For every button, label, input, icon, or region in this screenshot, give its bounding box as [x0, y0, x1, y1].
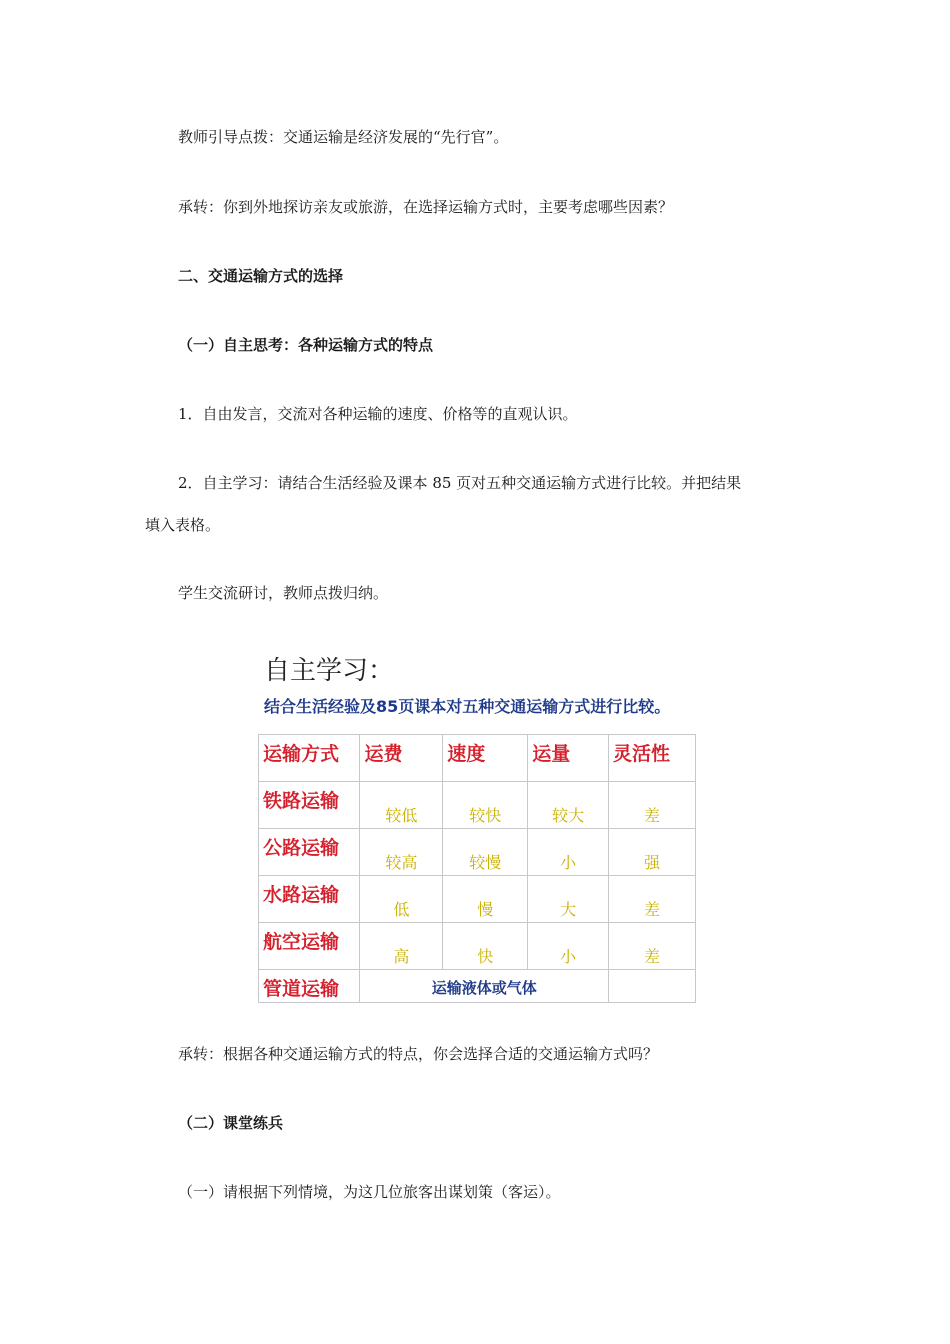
- table-row: [259, 923, 696, 970]
- row-header: 管道运输: [259, 970, 360, 1003]
- table-cell: 较低: [360, 782, 443, 829]
- table-header-row: [259, 735, 696, 782]
- row-header: 铁路运输: [259, 782, 360, 829]
- table-cell: 较快: [443, 782, 528, 829]
- table-cell: 差: [608, 923, 695, 970]
- slide-title: 自主学习：: [264, 656, 395, 686]
- table-cell-empty: [608, 970, 695, 1003]
- paragraph-item-2: [145, 473, 815, 535]
- table-row: [259, 782, 696, 829]
- slide-subtitle: 结合生活经验及85页课本对五种交通运输方式进行比较。: [264, 697, 671, 716]
- subsection-heading-2: （二）课堂练兵: [178, 1114, 284, 1132]
- table-cell: 较高: [360, 829, 443, 876]
- table-cell: 高: [360, 923, 443, 970]
- table-header: 运输方式: [259, 735, 360, 782]
- table-cell: 差: [608, 782, 695, 829]
- table-cell: 较大: [528, 782, 609, 829]
- table-header: 运量: [528, 735, 609, 782]
- row-header: 水路运输: [259, 876, 360, 923]
- table-cell: 小: [528, 923, 609, 970]
- table-cell: 大: [528, 876, 609, 923]
- table-header: 灵活性: [608, 735, 695, 782]
- row-header: 公路运输: [259, 829, 360, 876]
- table-cell: 差: [608, 876, 695, 923]
- paragraph-item-2-line-1: 2．自主学习：请结合生活经验及课本 85 页对五种交通运输方式进行比较。并把结果: [178, 474, 742, 492]
- table-row-pipeline: [259, 970, 696, 1003]
- paragraph-item-1: 1．自由发言，交流对各种运输的速度、价格等的直观认识。: [178, 405, 578, 423]
- section-heading-2: 二、交通运输方式的选择: [178, 267, 344, 285]
- paragraph-exercise-1: （一）请根据下列情境，为这几位旅客出谋划策（客运）。: [178, 1183, 561, 1201]
- paragraph-item-2-line-2: 填入表格。: [145, 516, 221, 534]
- row-header: 航空运输: [259, 923, 360, 970]
- table-cell: 强: [608, 829, 695, 876]
- paragraph-transition-1: 承转：你到外地探访亲友或旅游，在选择运输方式时，主要考虑哪些因素？: [178, 198, 674, 216]
- table-cell: 慢: [443, 876, 528, 923]
- table-row: [259, 829, 696, 876]
- pipeline-note: 运输液体或气体: [360, 970, 609, 1003]
- paragraph-student-discussion: 学生交流研讨，教师点拨归纳。: [178, 584, 389, 602]
- table-header: 速度: [443, 735, 528, 782]
- slide-image: [256, 648, 698, 1000]
- subsection-heading-1: （一）自主思考：各种运输方式的特点: [178, 336, 434, 354]
- table-cell: 快: [443, 923, 528, 970]
- table-cell: 低: [360, 876, 443, 923]
- comparison-table: [258, 734, 696, 1003]
- table-cell: 较慢: [443, 829, 528, 876]
- table-cell: 小: [528, 829, 609, 876]
- table-row: [259, 876, 696, 923]
- paragraph-teacher-guide: 教师引导点拨：交通运输是经济发展的“先行官”。: [178, 128, 509, 146]
- table-header: 运费: [360, 735, 443, 782]
- paragraph-transition-2: 承转：根据各种交通运输方式的特点，你会选择合适的交通运输方式吗？: [178, 1045, 659, 1063]
